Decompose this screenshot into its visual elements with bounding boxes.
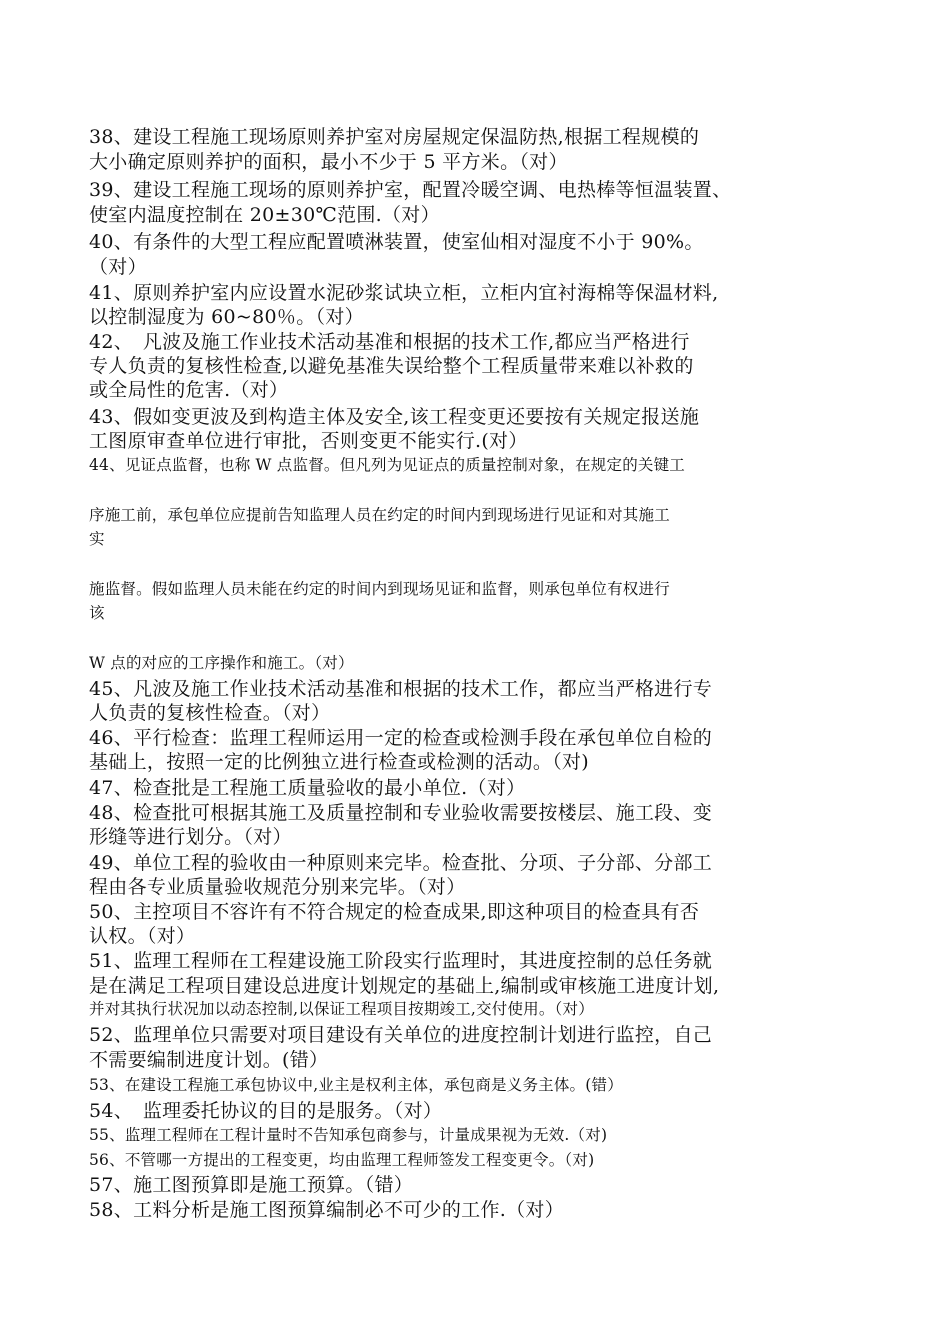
text-line: 56、不管哪一方提出的工程变更，均由监理工程师签发工程变更令。（对) — [89, 1151, 595, 1169]
text-line: 工图原审查单位进行审批，否则变更不能实行.(对） — [89, 430, 528, 452]
text-line: 实 — [89, 530, 105, 548]
text-line: 使室内温度控制在 20±30℃范围.（对） — [89, 204, 440, 226]
text-line: 44、见证点监督，也称 W 点监督。但凡列为见证点的质量控制对象，在规定的关键工 — [89, 456, 686, 474]
text-line: 并对其执行状况加以动态控制,以保证工程项目按期竣工,交付使用。（对） — [89, 1000, 594, 1018]
text-line: 51、监理工程师在工程建设施工阶段实行监理时，其进度控制的总任务就 — [89, 950, 713, 972]
text-line: 程由各专业质量验收规范分别来完毕。（对） — [89, 876, 466, 898]
text-line: 施监督。假如监理人员未能在约定的时间内到现场见证和监督，则承包单位有权进行 — [89, 580, 670, 598]
text-line: 45、凡波及施工作业技术活动基准和根据的技术工作，都应当严格进行专 — [89, 678, 713, 700]
text-line: 基础上，按照一定的比例独立进行检查或检测的活动。（对) — [89, 751, 590, 773]
text-line: 以控制湿度为 60~80％。（对） — [89, 306, 364, 328]
text-line: 或全局性的危害.（对） — [89, 379, 289, 401]
text-line: 48、检查批可根据其施工及质量控制和专业验收需要按楼层、施工段、变 — [89, 802, 713, 824]
text-line: 认权。（对） — [89, 925, 196, 947]
text-line: 54、 监理委托协议的目的是服务。（对） — [89, 1100, 443, 1122]
text-line: 形缝等进行划分。（对） — [89, 826, 292, 848]
text-line: 大小确定原则养护的面积，最小不少于 5 平方米。（对） — [89, 151, 568, 173]
text-line: 序施工前，承包单位应提前告知监理人员在约定的时间内到现场进行见证和对其施工 — [89, 506, 670, 524]
text-line: 专人负责的复核性检查,以避免基准失误给整个工程质量带来难以补救的 — [89, 355, 694, 377]
text-line: 49、单位工程的验收由一种原则来完毕。检查批、分项、子分部、分部工 — [89, 852, 713, 874]
text-line: 46、平行检查：监理工程师运用一定的检查或检测手段在承包单位自检的 — [89, 727, 713, 749]
text-line: 40、有条件的大型工程应配置喷淋装置，使室仙相对湿度不小于 90%。 — [89, 231, 704, 253]
text-line: 50、主控项目不容许有不符合规定的检查成果,即这种项目的检查具有否 — [89, 901, 700, 923]
text-line: 53、在建设工程施工承包协议中,业主是权利主体，承包商是义务主体。(错） — [89, 1076, 623, 1094]
text-line: 55、监理工程师在工程计量时不告知承包商参与，计量成果视为无效.（对) — [89, 1126, 608, 1144]
text-line: 人负责的复核性检查。（对） — [89, 702, 331, 724]
text-line: （对） — [89, 256, 147, 278]
text-line: 41、原则养护室内应设置水泥砂浆试块立柜，立柜内宜衬海棉等保温材料, — [89, 282, 719, 304]
text-line: 不需要编制进度计划。(错） — [89, 1049, 329, 1071]
text-line: 43、假如变更波及到构造主体及安全,该工程变更还要按有关规定报送施 — [89, 406, 700, 428]
text-line: 58、工料分析是施工图预算编制必不可少的工作.（对） — [89, 1199, 565, 1221]
text-line: 52、监理单位只需要对项目建设有关单位的进度控制计划进行监控，自己 — [89, 1024, 713, 1046]
text-line: 38、建设工程施工现场原则养护室对房屋规定保温防热,根据工程规模的 — [89, 126, 700, 148]
text-line: 是在满足工程项目建设总进度计划规定的基础上,编制或审核施工进度计划, — [89, 975, 720, 997]
text-line: 57、施工图预算即是施工预算。（错） — [89, 1174, 414, 1196]
text-line: 39、建设工程施工现场的原则养护室，配置冷暖空调、电热棒等恒温装置、 — [89, 179, 732, 201]
text-line: 该 — [89, 604, 105, 622]
text-line: 47、检查批是工程施工质量验收的最小单位.（对） — [89, 777, 526, 799]
text-line: W 点的对应的工序操作和施工。（对） — [89, 654, 354, 672]
text-line: 42、 凡波及施工作业技术活动基准和根据的技术工作,都应当严格进行 — [89, 331, 690, 353]
